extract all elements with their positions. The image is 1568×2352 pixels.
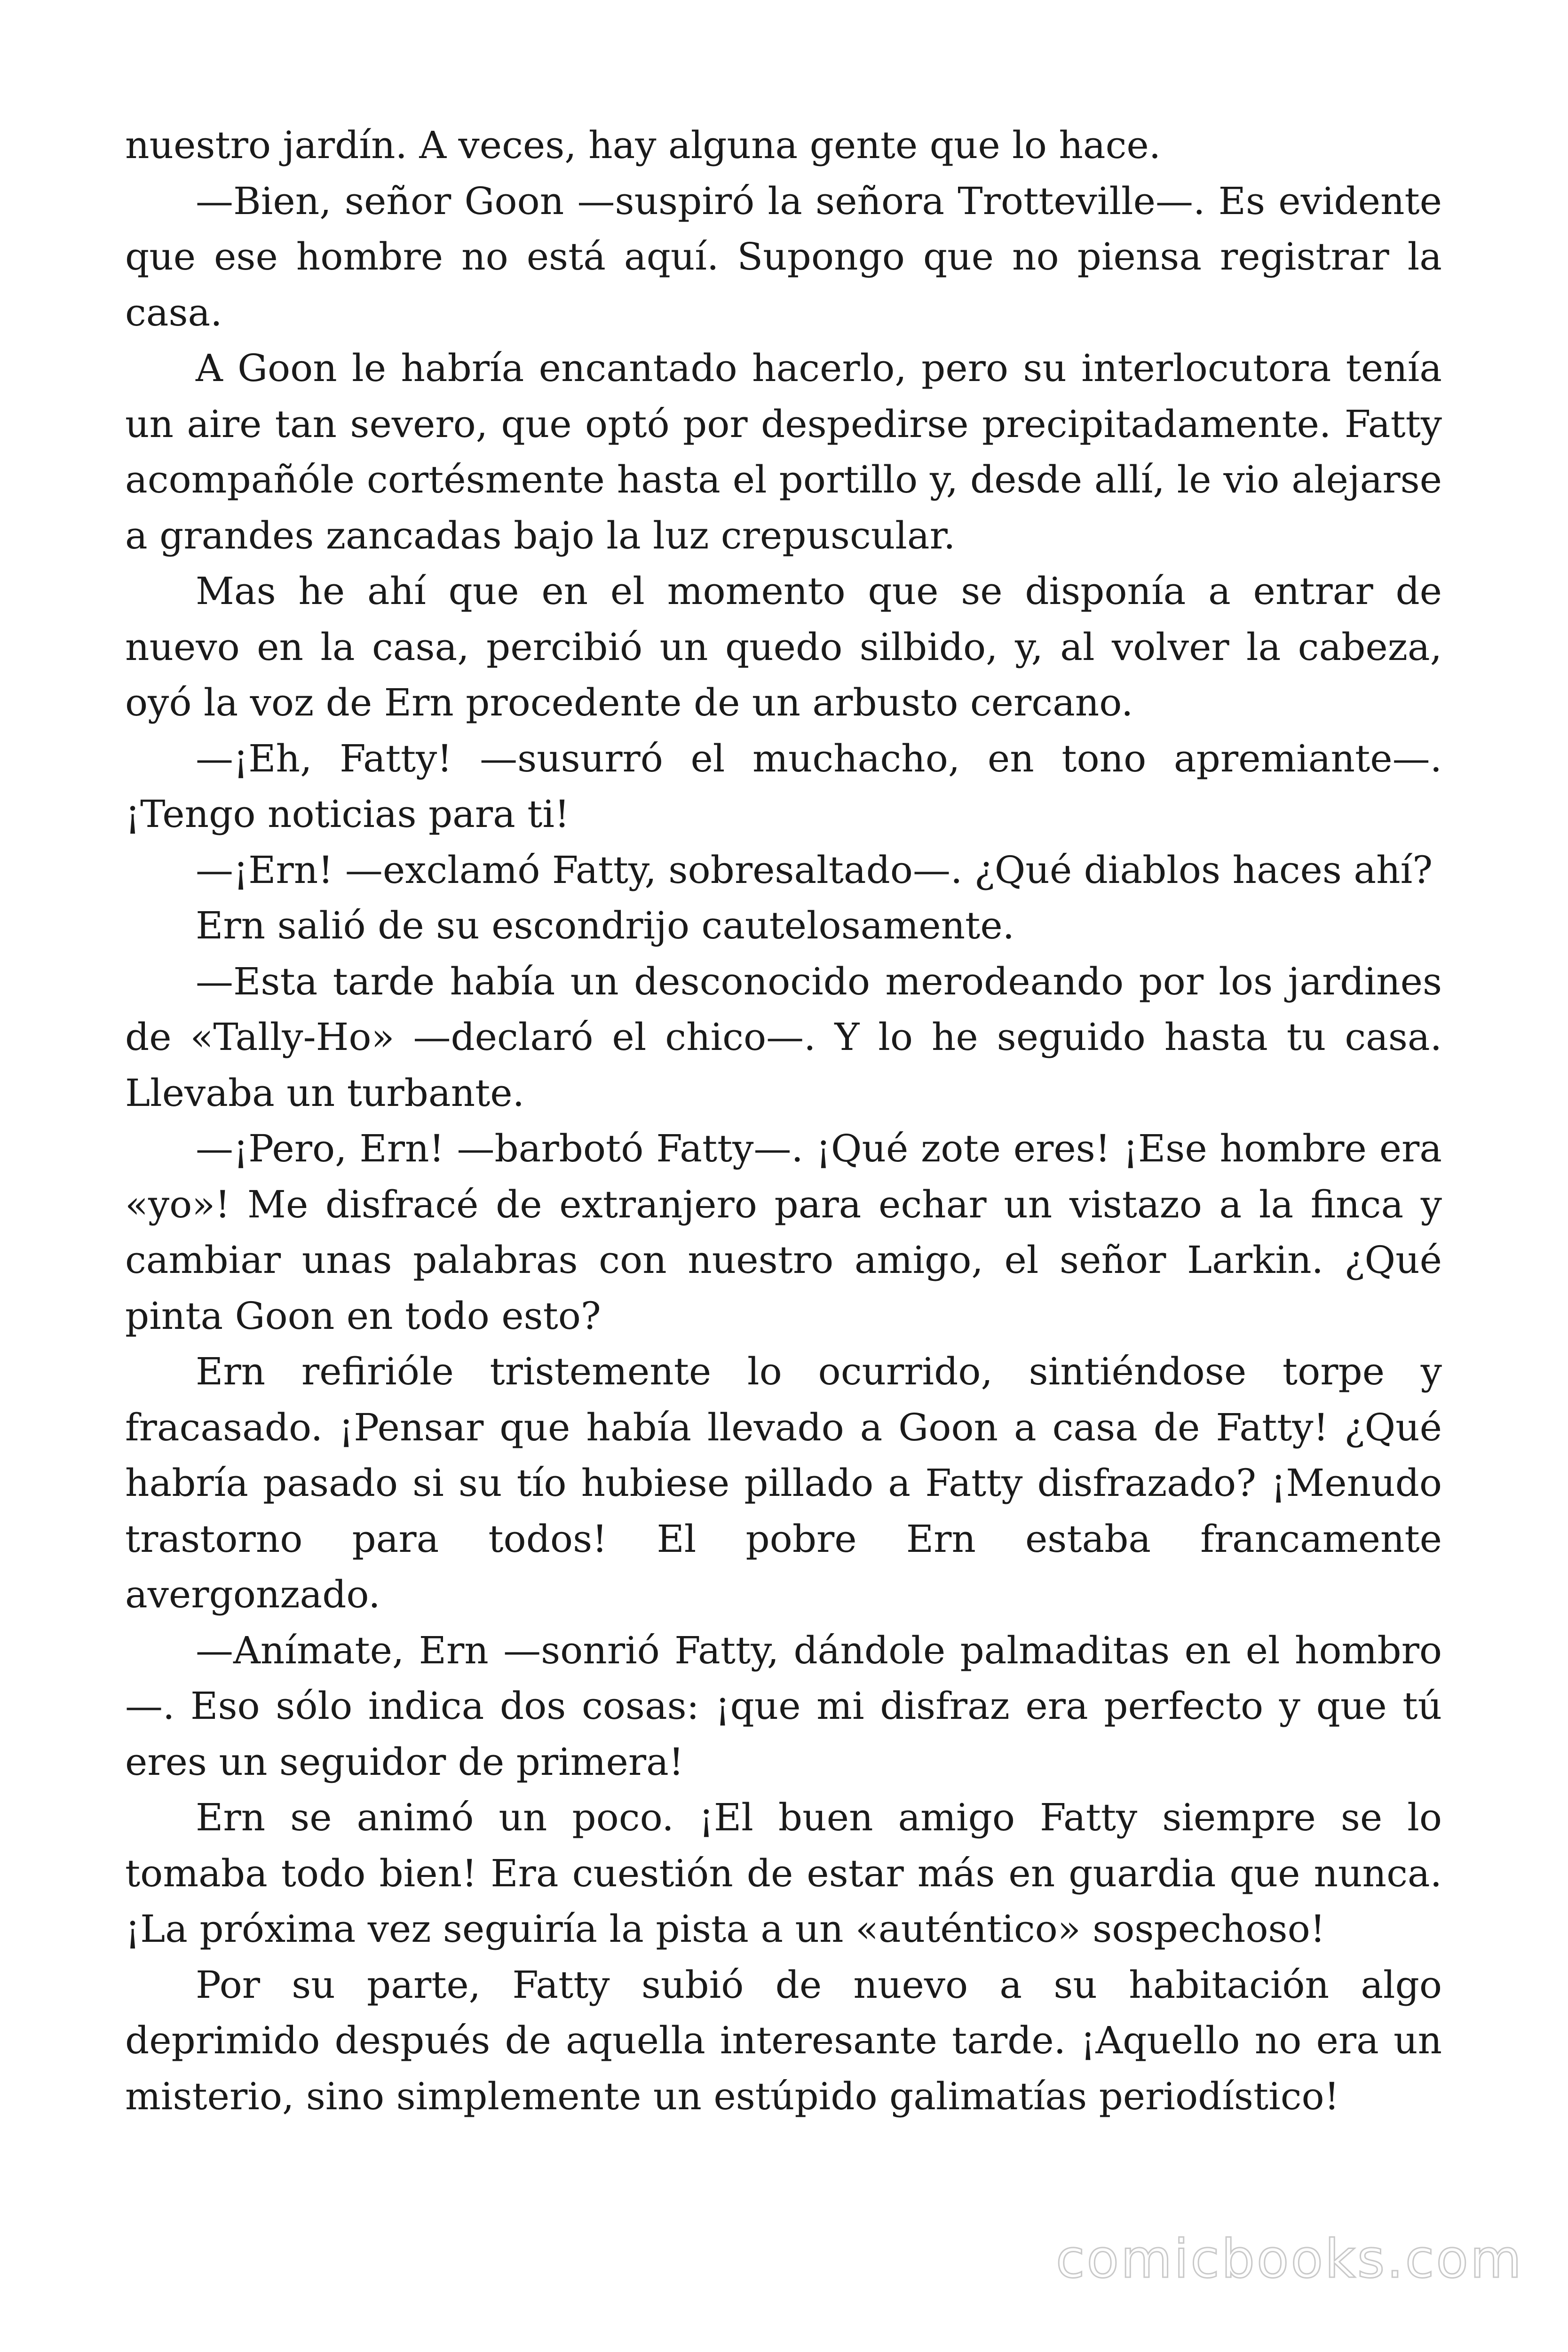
page-body: [125, 118, 1442, 2124]
paragraph-3: A Goon le habría encantado hacerlo, pero su interlocutora tenía un aire tan severo, que optó por despedirse precipitadamente. Fatty acompañóle cortésmente hasta el portillo y, desde allí, le vio alejarse a grandes zancadas bajo la luz crepuscular.: [125, 346, 1442, 557]
paragraph-13: Por su parte, Fatty subió de nuevo a su habitación algo deprimido después de aquella interesante tarde. ¡Aquello no era un misterio, sino simplemente un estúpido galimatías periodístico!: [125, 1963, 1442, 2118]
paragraph-9: —¡Pero, Ern! —barbotó Fatty—. ¡Qué zote eres! ¡Ese hombre era «yo»! Me disfracé de extranjero para echar un vistazo a la finca y cambiar unas palabras con nuestro amigo, el señor Larkin. ¿Qué pinta Goon en todo esto?: [125, 1127, 1442, 1338]
paragraph-12: Ern se animó un poco. ¡El buen amigo Fatty siempre se lo tomaba todo bien! Era cuestión de estar más en guardia que nunca. ¡La próxima vez seguiría la pista a un «auténtico» sospechoso!: [125, 1796, 1442, 1951]
paragraph-6: —¡Ern! —exclamó Fatty, sobresaltado—. ¿Qué diablos haces ahí?: [196, 848, 1433, 892]
paragraph-2: —Bien, señor Goon —suspiró la señora Trotteville—. Es evidente que ese hombre no está aquí. Supongo que no piensa registrar la casa.: [125, 179, 1442, 334]
watermark: comicbooks.com: [1055, 2229, 1523, 2290]
paragraph-11: —Anímate, Ern —sonrió Fatty, dándole palmaditas en el hombro —. Eso sólo indica dos cosas: ¡que mi disfraz era perfecto y que tú eres un seguidor de primera!: [125, 1628, 1442, 1784]
paragraph-10: Ern refirióle tristemente lo ocurrido, sintiéndose torpe y fracasado. ¡Pensar que había llevado a Goon a casa de Fatty! ¿Qué habría pasado si su tío hubiese pillado a Fatty disfrazado? ¡Menudo trastorno para todos! El pobre Ern estaba francamente avergonzado.: [125, 1350, 1442, 1616]
paragraph-1: nuestro jardín. A veces, hay alguna gente que lo hace.: [125, 123, 1161, 167]
paragraph-5: —¡Eh, Fatty! —susurró el muchacho, en tono apremiante—. ¡Tengo noticias para ti!: [125, 736, 1442, 836]
paragraph-4: Mas he ahí que en el momento que se disponía a entrar de nuevo en la casa, percibió un quedo silbido, y, al volver la cabeza, oyó la voz de Ern procedente de un arbusto cercano.: [125, 569, 1442, 724]
paragraph-8: —Esta tarde había un desconocido merodeando por los jardines de «Tally-Ho» —declaró el chico—. Y lo he seguido hasta tu casa. Llevaba un turbante.: [125, 959, 1442, 1115]
paragraph-7: Ern salió de su escondrijo cautelosamente.: [196, 904, 1015, 947]
